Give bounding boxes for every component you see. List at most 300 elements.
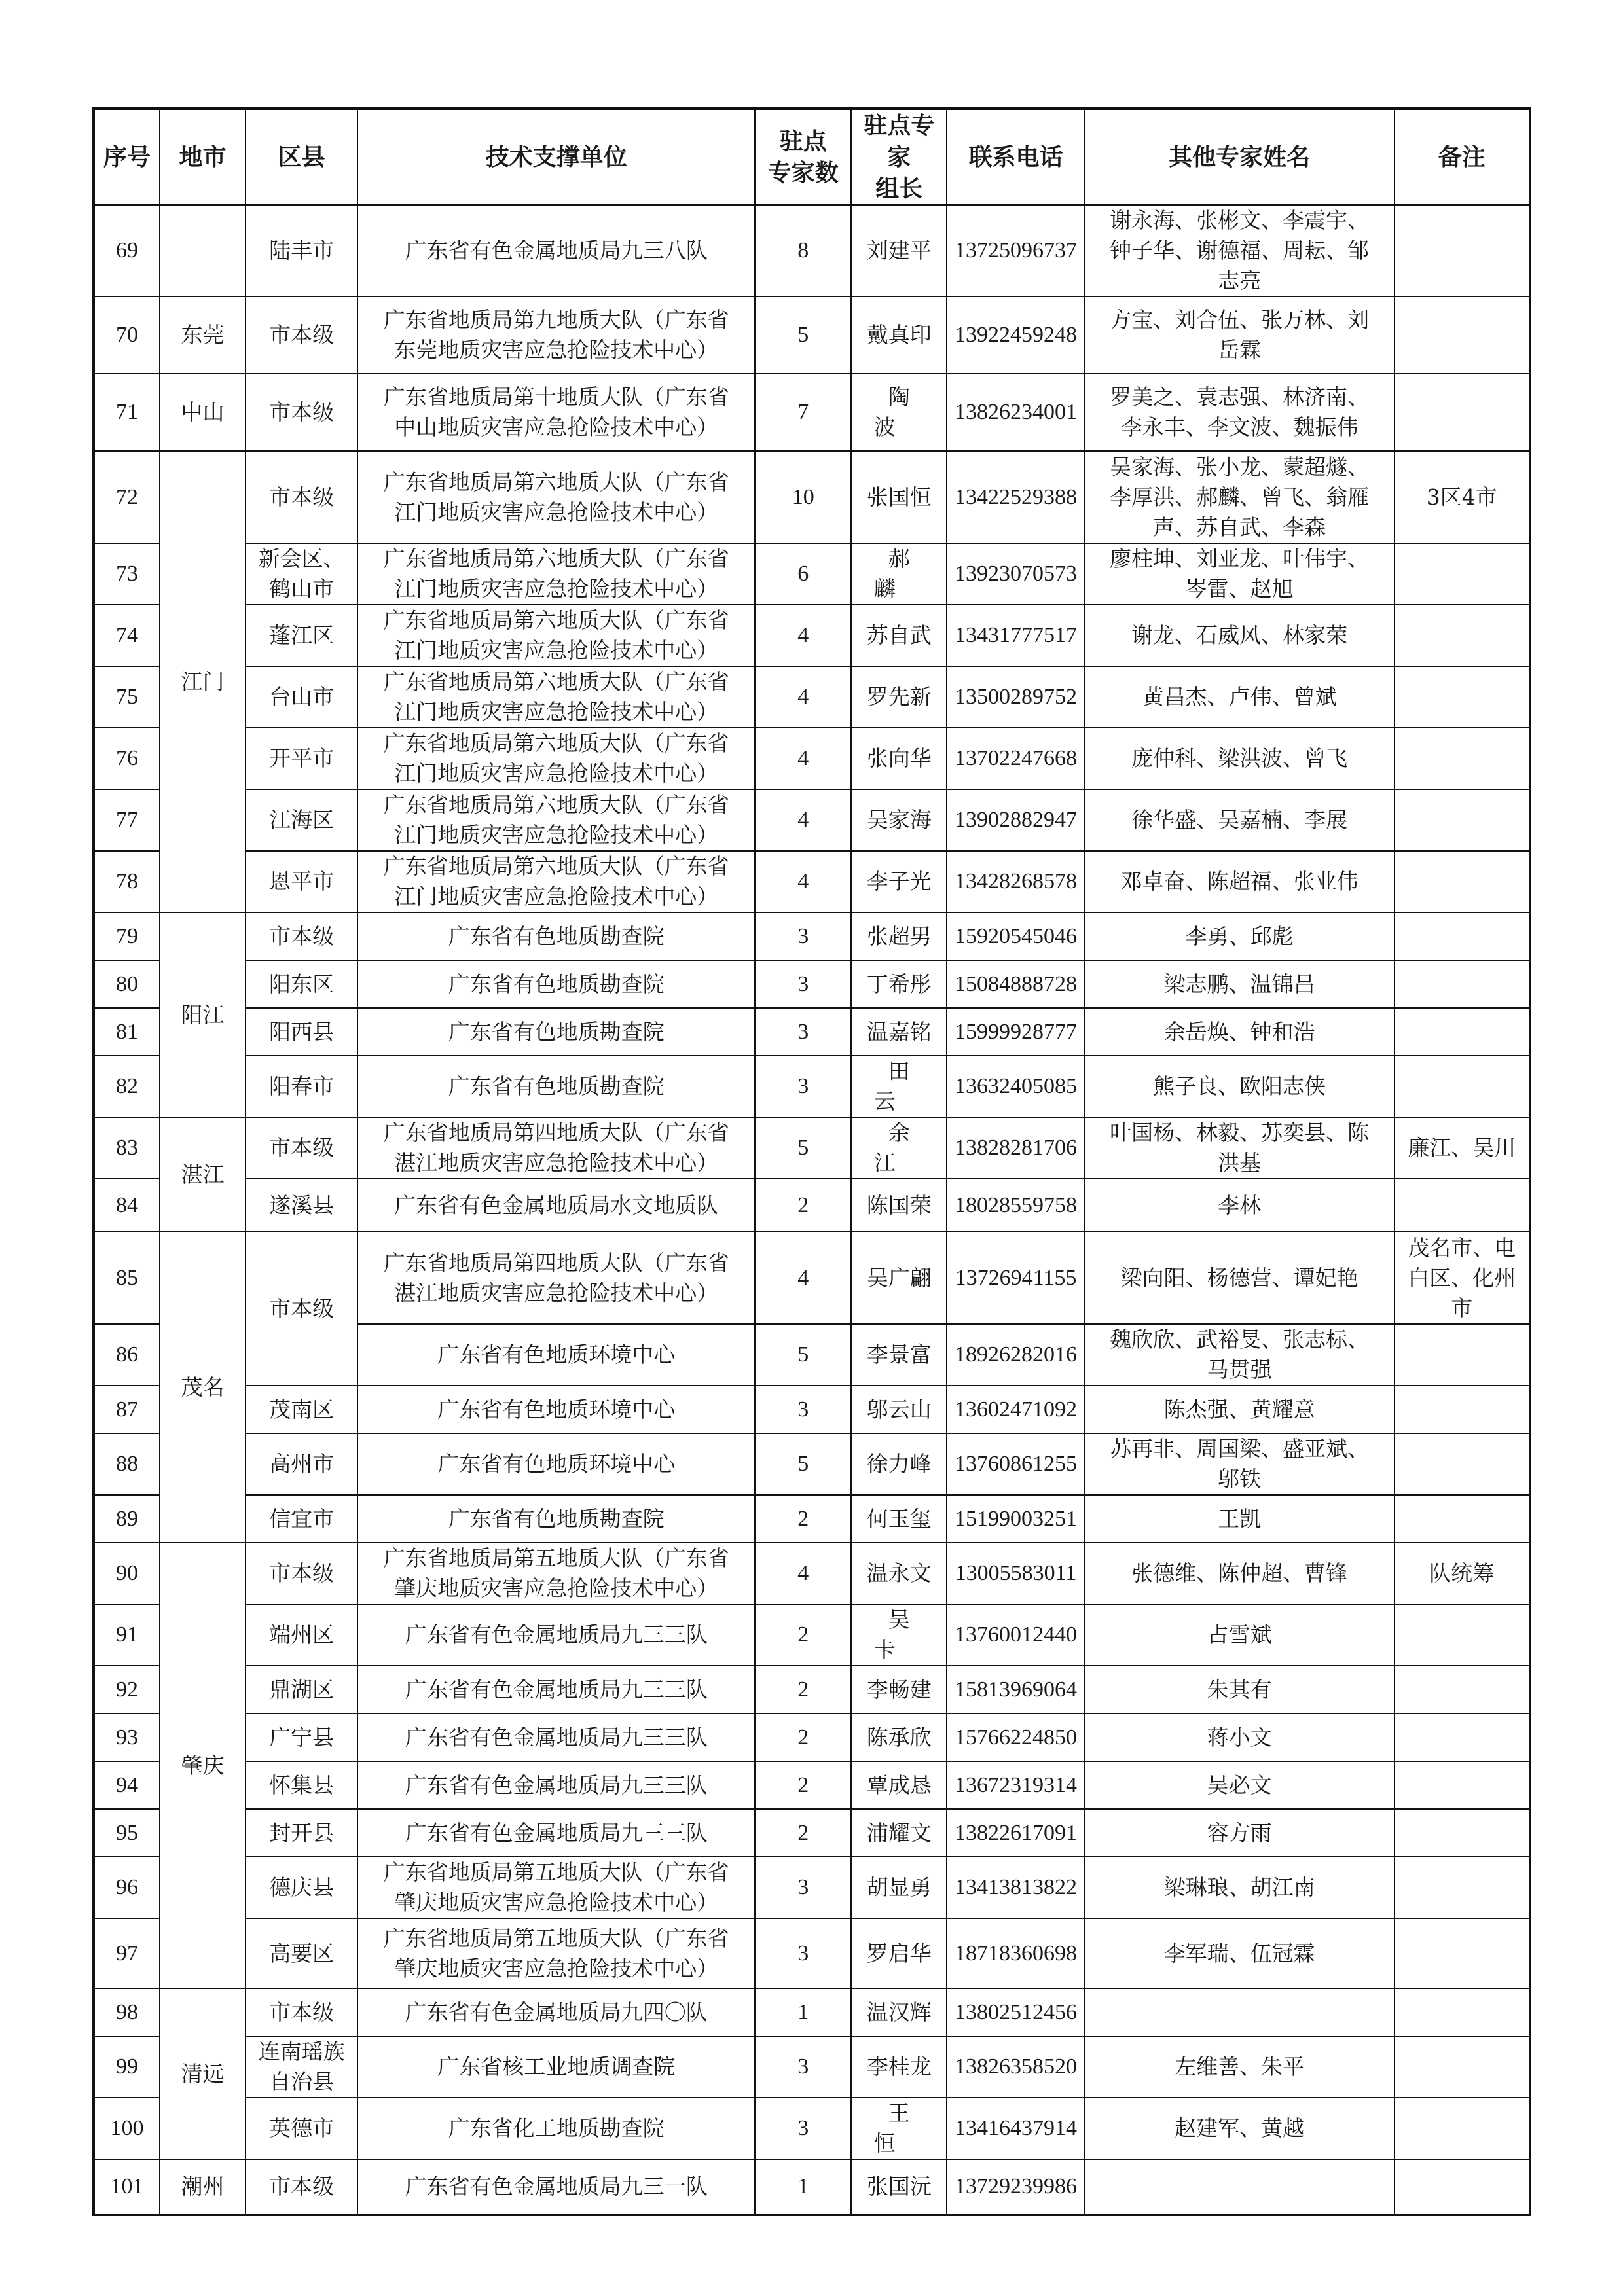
cell-expert-count: 5: [755, 1324, 851, 1386]
cell-county: 恩平市: [246, 851, 358, 912]
cell-expert-count: 5: [755, 1433, 851, 1495]
cell-expert-count: 5: [755, 296, 851, 374]
cell-city: [160, 205, 246, 296]
cell-unit: 广东省有色地质勘查院: [357, 1495, 755, 1543]
cell-unit: 广东省有色金属地质局九三三队: [357, 1604, 755, 1666]
cell-seq: 97: [94, 1918, 160, 1988]
cell-team-leader: 吴广翩: [851, 1232, 947, 1324]
cell-note: 3区4市: [1395, 451, 1530, 543]
header-seq: 序号: [94, 109, 160, 205]
cell-unit: 广东省地质局第六地质大队（广东省 江门地质灾害应急抢险技术中心）: [357, 666, 755, 728]
cell-unit: 广东省有色地质环境中心: [357, 1433, 755, 1495]
header-city: 地市: [160, 109, 246, 205]
cell-unit: 广东省有色金属地质局水文地质队: [357, 1179, 755, 1232]
cell-county: 高要区: [246, 1918, 358, 1988]
cell-note: 廉江、吴川: [1395, 1117, 1530, 1179]
cell-phone: 13826234001: [947, 374, 1084, 451]
table-row: [94, 296, 1530, 374]
cell-note: [1395, 912, 1530, 960]
cell-team-leader: 李畅建: [851, 1666, 947, 1713]
cell-phone: 15999928777: [947, 1008, 1084, 1056]
cell-team-leader: 余江: [851, 1117, 947, 1179]
header-phone: 联系电话: [947, 109, 1084, 205]
cell-team-leader: 张国沅: [851, 2159, 947, 2215]
cell-note: [1395, 296, 1530, 374]
cell-unit: 广东省地质局第五地质大队（广东省 肇庆地质灾害应急抢险技术中心）: [357, 1918, 755, 1988]
cell-phone: 13413813822: [947, 1857, 1084, 1918]
cell-seq: 100: [94, 2098, 160, 2159]
cell-other-experts: 张德维、陈仲超、曹锋: [1085, 1543, 1395, 1604]
cell-county: 江海区: [246, 789, 358, 851]
cell-team-leader: 张向华: [851, 728, 947, 789]
cell-note: [1395, 1666, 1530, 1713]
cell-other-experts: 李勇、邱彪: [1085, 912, 1395, 960]
cell-team-leader: 李景富: [851, 1324, 947, 1386]
table-row: [94, 1713, 1530, 1761]
cell-seq: 87: [94, 1386, 160, 1433]
cell-expert-count: 1: [755, 1988, 851, 2036]
cell-other-experts: 陈杰强、黄耀意: [1085, 1386, 1395, 1433]
cell-county: 端州区: [246, 1604, 358, 1666]
cell-seq: 90: [94, 1543, 160, 1604]
cell-county: 阳西县: [246, 1008, 358, 1056]
cell-seq: 86: [94, 1324, 160, 1386]
cell-seq: 81: [94, 1008, 160, 1056]
cell-expert-count: 3: [755, 2098, 851, 2159]
header-team-leader: 驻点专家 组长: [851, 109, 947, 205]
cell-city: 阳江: [160, 912, 246, 1117]
cell-seq: 77: [94, 789, 160, 851]
cell-note: [1395, 728, 1530, 789]
table-row: [94, 1179, 1530, 1232]
cell-seq: 99: [94, 2036, 160, 2098]
cell-phone: 13428268578: [947, 851, 1084, 912]
cell-unit: 广东省有色金属地质局九三三队: [357, 1713, 755, 1761]
cell-phone: 13422529388: [947, 451, 1084, 543]
cell-note: [1395, 605, 1530, 666]
cell-seq: 88: [94, 1433, 160, 1495]
cell-unit: 广东省有色地质勘查院: [357, 1008, 755, 1056]
cell-other-experts: 余岳焕、钟和浩: [1085, 1008, 1395, 1056]
cell-team-leader: 王恒: [851, 2098, 947, 2159]
cell-unit: 广东省地质局第四地质大队（广东省 湛江地质灾害应急抢险技术中心）: [357, 1232, 755, 1324]
cell-county: 市本级: [246, 912, 358, 960]
cell-other-experts: [1085, 2159, 1395, 2215]
table-row: [94, 851, 1530, 912]
cell-phone: 13828281706: [947, 1117, 1084, 1179]
cell-other-experts: 方宝、刘合伍、张万林、刘 岳霖: [1085, 296, 1395, 374]
cell-team-leader: 何玉玺: [851, 1495, 947, 1543]
cell-county: 茂南区: [246, 1386, 358, 1433]
cell-expert-count: 3: [755, 1008, 851, 1056]
cell-expert-count: 3: [755, 1056, 851, 1117]
cell-seq: 91: [94, 1604, 160, 1666]
cell-seq: 93: [94, 1713, 160, 1761]
cell-county: 鼎湖区: [246, 1666, 358, 1713]
cell-unit: 广东省地质局第五地质大队（广东省 肇庆地质灾害应急抢险技术中心）: [357, 1543, 755, 1604]
table-row: [94, 451, 1530, 543]
cell-phone: 15766224850: [947, 1713, 1084, 1761]
cell-note: [1395, 960, 1530, 1008]
cell-seq: 89: [94, 1495, 160, 1543]
cell-city: 东莞: [160, 296, 246, 374]
cell-seq: 71: [94, 374, 160, 451]
cell-team-leader: 邬云山: [851, 1386, 947, 1433]
cell-unit: 广东省地质局第六地质大队（广东省 江门地质灾害应急抢险技术中心）: [357, 789, 755, 851]
cell-county: 陆丰市: [246, 205, 358, 296]
cell-county: 怀集县: [246, 1761, 358, 1809]
table-row: [94, 1232, 1530, 1324]
header-expert-count: 驻点 专家数: [755, 109, 851, 205]
cell-team-leader: 吴卡: [851, 1604, 947, 1666]
cell-phone: 13822617091: [947, 1809, 1084, 1857]
table-row: [94, 1666, 1530, 1713]
cell-unit: 广东省有色地质勘查院: [357, 1056, 755, 1117]
cell-unit: 广东省地质局第六地质大队（广东省 江门地质灾害应急抢险技术中心）: [357, 605, 755, 666]
cell-team-leader: 田云: [851, 1056, 947, 1117]
cell-note: [1395, 1761, 1530, 1809]
cell-seq: 79: [94, 912, 160, 960]
cell-county: 阳春市: [246, 1056, 358, 1117]
cell-expert-count: 4: [755, 1232, 851, 1324]
cell-county: 信宜市: [246, 1495, 358, 1543]
table-body: [94, 205, 1530, 2215]
cell-county: 连南瑶族 自治县: [246, 2036, 358, 2098]
cell-expert-count: 3: [755, 2036, 851, 2098]
cell-expert-count: 2: [755, 1761, 851, 1809]
cell-team-leader: 罗先新: [851, 666, 947, 728]
cell-unit: 广东省有色金属地质局九三三队: [357, 1809, 755, 1857]
cell-seq: 84: [94, 1179, 160, 1232]
cell-unit: 广东省地质局第六地质大队（广东省 江门地质灾害应急抢险技术中心）: [357, 543, 755, 605]
cell-note: [1395, 543, 1530, 605]
cell-unit: 广东省核工业地质调查院: [357, 2036, 755, 2098]
table-row: [94, 1857, 1530, 1918]
cell-expert-count: 4: [755, 851, 851, 912]
cell-expert-count: 1: [755, 2159, 851, 2215]
cell-other-experts: 李林: [1085, 1179, 1395, 1232]
cell-phone: 13826358520: [947, 2036, 1084, 2098]
cell-seq: 76: [94, 728, 160, 789]
cell-city: 中山: [160, 374, 246, 451]
table-row: [94, 666, 1530, 728]
cell-other-experts: 梁志鹏、温锦昌: [1085, 960, 1395, 1008]
cell-seq: 92: [94, 1666, 160, 1713]
cell-seq: 75: [94, 666, 160, 728]
cell-expert-count: 3: [755, 1386, 851, 1433]
cell-city: 潮州: [160, 2159, 246, 2215]
cell-team-leader: 李桂龙: [851, 2036, 947, 2098]
cell-note: [1395, 1857, 1530, 1918]
cell-expert-count: 4: [755, 789, 851, 851]
cell-phone: 13632405085: [947, 1056, 1084, 1117]
cell-team-leader: 覃成恳: [851, 1761, 947, 1809]
cell-expert-count: 2: [755, 1666, 851, 1713]
table-row: [94, 1761, 1530, 1809]
cell-city: 茂名: [160, 1232, 246, 1543]
cell-unit: 广东省有色金属地质局九三三队: [357, 1666, 755, 1713]
cell-county: 市本级: [246, 2159, 358, 2215]
cell-other-experts: 徐华盛、吴嘉楠、李展: [1085, 789, 1395, 851]
cell-team-leader: 陈承欣: [851, 1713, 947, 1761]
cell-unit: 广东省地质局第六地质大队（广东省 江门地质灾害应急抢险技术中心）: [357, 451, 755, 543]
table-row: [94, 2098, 1530, 2159]
cell-other-experts: 梁向阳、杨德营、谭妃艳: [1085, 1232, 1395, 1324]
cell-other-experts: 赵建军、黄越: [1085, 2098, 1395, 2159]
cell-note: [1395, 374, 1530, 451]
cell-team-leader: 李子光: [851, 851, 947, 912]
cell-unit: 广东省有色地质勘查院: [357, 912, 755, 960]
cell-team-leader: 戴真印: [851, 296, 947, 374]
cell-note: [1395, 1179, 1530, 1232]
cell-expert-count: 3: [755, 1918, 851, 1988]
table-row: [94, 1117, 1530, 1179]
expert-roster-table: [92, 107, 1531, 2216]
table-row: [94, 1386, 1530, 1433]
table-row: [94, 1988, 1530, 2036]
table-row: [94, 1918, 1530, 1988]
cell-team-leader: 张国恒: [851, 451, 947, 543]
cell-team-leader: 陶波: [851, 374, 947, 451]
cell-note: [1395, 851, 1530, 912]
table-row: [94, 2036, 1530, 2098]
table-row: [94, 1433, 1530, 1495]
cell-other-experts: 廖柱坤、刘亚龙、叶伟宇、 岑雷、赵旭: [1085, 543, 1395, 605]
table-row: [94, 205, 1530, 296]
cell-other-experts: 容方雨: [1085, 1809, 1395, 1857]
cell-phone: 13760861255: [947, 1433, 1084, 1495]
cell-other-experts: 蒋小文: [1085, 1713, 1395, 1761]
cell-phone: 15199003251: [947, 1495, 1084, 1543]
cell-city: 肇庆: [160, 1543, 246, 1988]
cell-team-leader: 徐力峰: [851, 1433, 947, 1495]
cell-phone: 13729239986: [947, 2159, 1084, 2215]
cell-other-experts: 谢龙、石威风、林家荣: [1085, 605, 1395, 666]
table-row: [94, 543, 1530, 605]
cell-city: 清远: [160, 1988, 246, 2159]
cell-county: 市本级: [246, 374, 358, 451]
table-row: [94, 605, 1530, 666]
cell-county: 英德市: [246, 2098, 358, 2159]
cell-county: 广宁县: [246, 1713, 358, 1761]
header-unit: 技术支撑单位: [357, 109, 755, 205]
cell-phone: 13416437914: [947, 2098, 1084, 2159]
cell-other-experts: 占雪斌: [1085, 1604, 1395, 1666]
cell-county: 遂溪县: [246, 1179, 358, 1232]
cell-phone: 13500289752: [947, 666, 1084, 728]
cell-expert-count: 4: [755, 605, 851, 666]
cell-county: 市本级: [246, 296, 358, 374]
cell-team-leader: 温汉辉: [851, 1988, 947, 2036]
cell-other-experts: 黄昌杰、卢伟、曾斌: [1085, 666, 1395, 728]
cell-other-experts: 李军瑞、伍冠霖: [1085, 1918, 1395, 1988]
cell-seq: 80: [94, 960, 160, 1008]
cell-other-experts: 邓卓奋、陈超福、张业伟: [1085, 851, 1395, 912]
cell-other-experts: 吴家海、张小龙、蒙超燧、 李厚洪、郝麟、曾飞、翁雁 声、苏自武、李森: [1085, 451, 1395, 543]
cell-phone: 13902882947: [947, 789, 1084, 851]
cell-phone: 13923070573: [947, 543, 1084, 605]
cell-unit: 广东省地质局第四地质大队（广东省 湛江地质灾害应急抢险技术中心）: [357, 1117, 755, 1179]
cell-expert-count: 5: [755, 1117, 851, 1179]
cell-note: [1395, 2036, 1530, 2098]
cell-seq: 96: [94, 1857, 160, 1918]
cell-seq: 95: [94, 1809, 160, 1857]
cell-county: 德庆县: [246, 1857, 358, 1918]
cell-note: [1395, 1008, 1530, 1056]
cell-expert-count: 2: [755, 1604, 851, 1666]
cell-expert-count: 10: [755, 451, 851, 543]
cell-note: [1395, 1713, 1530, 1761]
cell-phone: 15813969064: [947, 1666, 1084, 1713]
cell-team-leader: 丁希彤: [851, 960, 947, 1008]
cell-county: 市本级: [246, 1232, 358, 1386]
cell-seq: 69: [94, 205, 160, 296]
cell-note: [1395, 2159, 1530, 2215]
table-row: [94, 374, 1530, 451]
cell-seq: 74: [94, 605, 160, 666]
cell-other-experts: [1085, 1988, 1395, 2036]
cell-unit: 广东省有色金属地质局九三八队: [357, 205, 755, 296]
cell-county: 市本级: [246, 1543, 358, 1604]
cell-phone: 15084888728: [947, 960, 1084, 1008]
cell-other-experts: 梁琳琅、胡江南: [1085, 1857, 1395, 1918]
cell-seq: 82: [94, 1056, 160, 1117]
cell-note: 队统筹: [1395, 1543, 1530, 1604]
cell-county: 阳东区: [246, 960, 358, 1008]
cell-phone: 15920545046: [947, 912, 1084, 960]
cell-county: 市本级: [246, 1988, 358, 2036]
cell-team-leader: 温嘉铭: [851, 1008, 947, 1056]
cell-expert-count: 4: [755, 728, 851, 789]
cell-county: 市本级: [246, 1117, 358, 1179]
cell-seq: 78: [94, 851, 160, 912]
cell-county: 市本级: [246, 451, 358, 543]
cell-county: 新会区、 鹤山市: [246, 543, 358, 605]
table-row: [94, 789, 1530, 851]
cell-unit: 广东省有色金属地质局九四〇队: [357, 1988, 755, 2036]
cell-other-experts: 罗美之、袁志强、林济南、 李永丰、李文波、魏振伟: [1085, 374, 1395, 451]
cell-seq: 72: [94, 451, 160, 543]
cell-expert-count: 4: [755, 666, 851, 728]
cell-expert-count: 2: [755, 1179, 851, 1232]
cell-seq: 94: [94, 1761, 160, 1809]
cell-expert-count: 6: [755, 543, 851, 605]
cell-note: [1395, 2098, 1530, 2159]
cell-other-experts: 王凯: [1085, 1495, 1395, 1543]
cell-unit: 广东省有色地质环境中心: [357, 1324, 755, 1386]
cell-county: 蓬江区: [246, 605, 358, 666]
cell-city: 湛江: [160, 1117, 246, 1232]
cell-team-leader: 郝麟: [851, 543, 947, 605]
cell-other-experts: 朱其有: [1085, 1666, 1395, 1713]
cell-note: [1395, 1324, 1530, 1386]
cell-team-leader: 罗启华: [851, 1918, 947, 1988]
cell-seq: 83: [94, 1117, 160, 1179]
cell-county: 台山市: [246, 666, 358, 728]
cell-note: [1395, 789, 1530, 851]
cell-other-experts: 左维善、朱平: [1085, 2036, 1395, 2098]
cell-other-experts: 熊子良、欧阳志侠: [1085, 1056, 1395, 1117]
cell-unit: 广东省有色地质勘查院: [357, 960, 755, 1008]
cell-other-experts: 谢永海、张彬文、李震宇、 钟子华、谢德福、周耘、邹 志亮: [1085, 205, 1395, 296]
cell-unit: 广东省地质局第六地质大队（广东省 江门地质灾害应急抢险技术中心）: [357, 851, 755, 912]
cell-team-leader: 刘建平: [851, 205, 947, 296]
cell-county: 开平市: [246, 728, 358, 789]
cell-expert-count: 3: [755, 960, 851, 1008]
table-row: [94, 1809, 1530, 1857]
cell-phone: 13672319314: [947, 1761, 1084, 1809]
cell-team-leader: 吴家海: [851, 789, 947, 851]
cell-phone: 18926282016: [947, 1324, 1084, 1386]
cell-team-leader: 苏自武: [851, 605, 947, 666]
table-row: [94, 912, 1530, 960]
cell-expert-count: 8: [755, 205, 851, 296]
table-row: [94, 1543, 1530, 1604]
cell-phone: 18718360698: [947, 1918, 1084, 1988]
cell-phone: 13005583011: [947, 1543, 1084, 1604]
cell-unit: 广东省地质局第九地质大队（广东省 东莞地质灾害应急抢险技术中心）: [357, 296, 755, 374]
cell-expert-count: 7: [755, 374, 851, 451]
cell-note: [1395, 1386, 1530, 1433]
table-row: [94, 960, 1530, 1008]
cell-other-experts: 吴必文: [1085, 1761, 1395, 1809]
cell-team-leader: 浦耀文: [851, 1809, 947, 1857]
header-other-experts: 其他专家姓名: [1085, 109, 1395, 205]
cell-note: [1395, 666, 1530, 728]
table-row: [94, 1008, 1530, 1056]
cell-phone: 13602471092: [947, 1386, 1084, 1433]
cell-seq: 70: [94, 296, 160, 374]
cell-note: [1395, 1988, 1530, 2036]
cell-county: 高州市: [246, 1433, 358, 1495]
table-row: [94, 728, 1530, 789]
cell-unit: 广东省地质局第六地质大队（广东省 江门地质灾害应急抢险技术中心）: [357, 728, 755, 789]
cell-phone: 13702247668: [947, 728, 1084, 789]
cell-phone: 18028559758: [947, 1179, 1084, 1232]
cell-phone: 13922459248: [947, 296, 1084, 374]
cell-team-leader: 张超男: [851, 912, 947, 960]
cell-expert-count: 4: [755, 1543, 851, 1604]
cell-phone: 13802512456: [947, 1988, 1084, 2036]
header-county: 区县: [246, 109, 358, 205]
table-row: [94, 1604, 1530, 1666]
table-row: [94, 1056, 1530, 1117]
cell-seq: 101: [94, 2159, 160, 2215]
cell-note: [1395, 1056, 1530, 1117]
cell-seq: 98: [94, 1988, 160, 2036]
cell-note: [1395, 1918, 1530, 1988]
cell-note: [1395, 1495, 1530, 1543]
cell-county: 封开县: [246, 1809, 358, 1857]
cell-seq: 85: [94, 1232, 160, 1324]
header-row: [94, 109, 1530, 205]
cell-expert-count: 2: [755, 1809, 851, 1857]
cell-expert-count: 3: [755, 1857, 851, 1918]
cell-phone: 13431777517: [947, 605, 1084, 666]
cell-note: [1395, 1809, 1530, 1857]
cell-note: 茂名市、电 白区、化州 市: [1395, 1232, 1530, 1324]
cell-expert-count: 3: [755, 912, 851, 960]
table-row: [94, 2159, 1530, 2215]
cell-note: [1395, 1604, 1530, 1666]
cell-unit: 广东省有色金属地质局九三一队: [357, 2159, 755, 2215]
table-row: [94, 1495, 1530, 1543]
cell-note: [1395, 1433, 1530, 1495]
cell-note: [1395, 205, 1530, 296]
cell-expert-count: 2: [755, 1713, 851, 1761]
cell-city: 江门: [160, 451, 246, 912]
cell-other-experts: 叶国杨、林毅、苏奕县、陈 洪基: [1085, 1117, 1395, 1179]
